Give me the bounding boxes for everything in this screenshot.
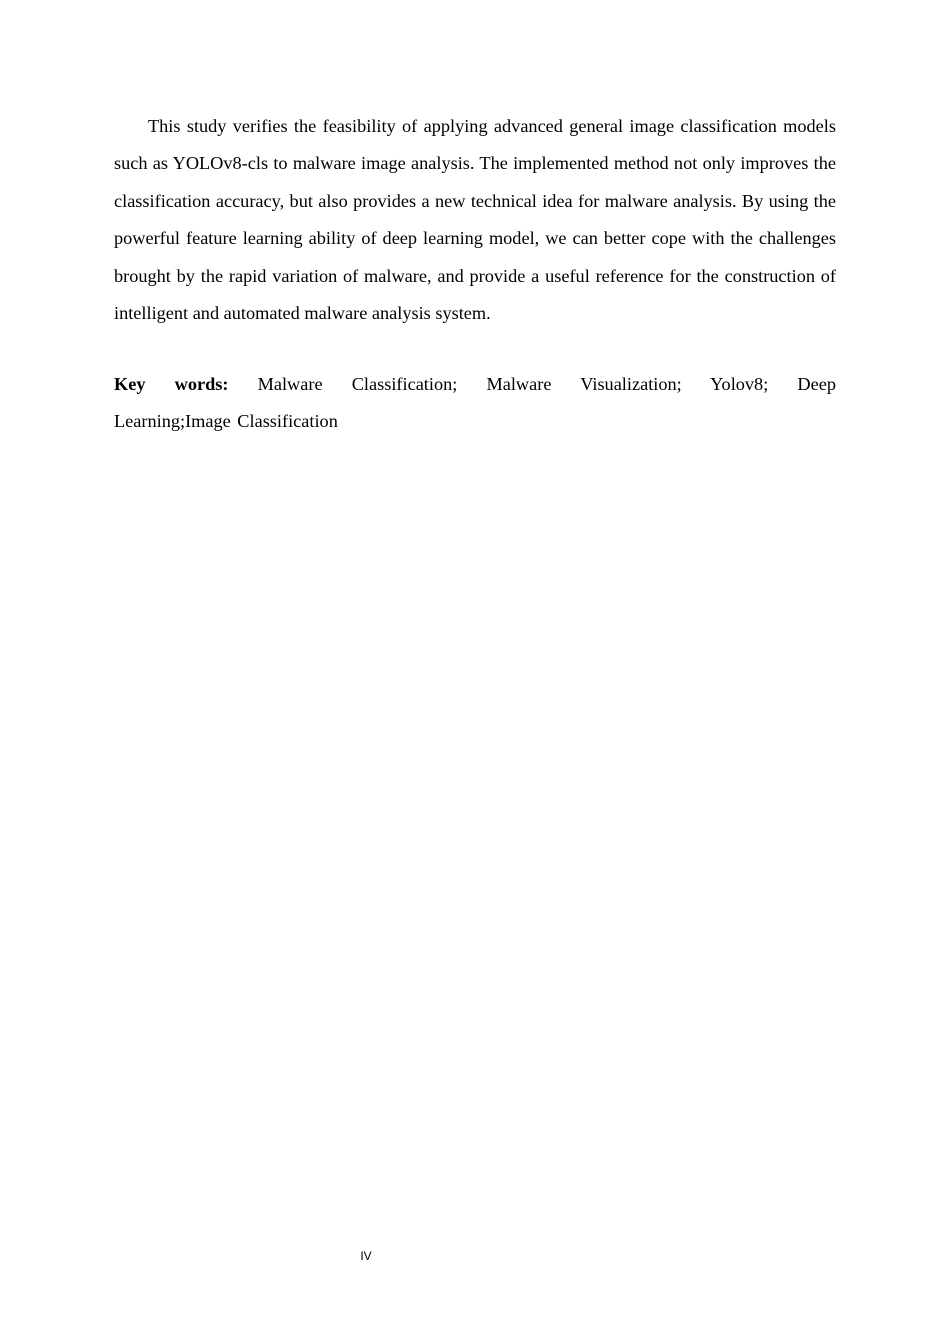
keywords-list-line1: Malware Classification; Malware Visualization; Yolov8; Deep: [257, 374, 836, 394]
keywords-block: [114, 366, 836, 441]
abstract-paragraph: This study verifies the feasibility of applying advanced general image classification models such as YOLOv8-cls to malware image analysis. The implemented method not only improves the classification accuracy, but also provides a new technical idea for malware analysis. By using the powerful feature learning ability of deep learning model, we can better cope with the challenges brought by the rapid variation of malware, and provide a useful reference for the construction of intelligent and automated malware analysis system.: [114, 116, 836, 324]
keywords-list-line2: Learning;Image Classification: [114, 411, 338, 432]
page-number: IV: [360, 1249, 372, 1263]
keywords-label: Key words:: [114, 374, 229, 394]
